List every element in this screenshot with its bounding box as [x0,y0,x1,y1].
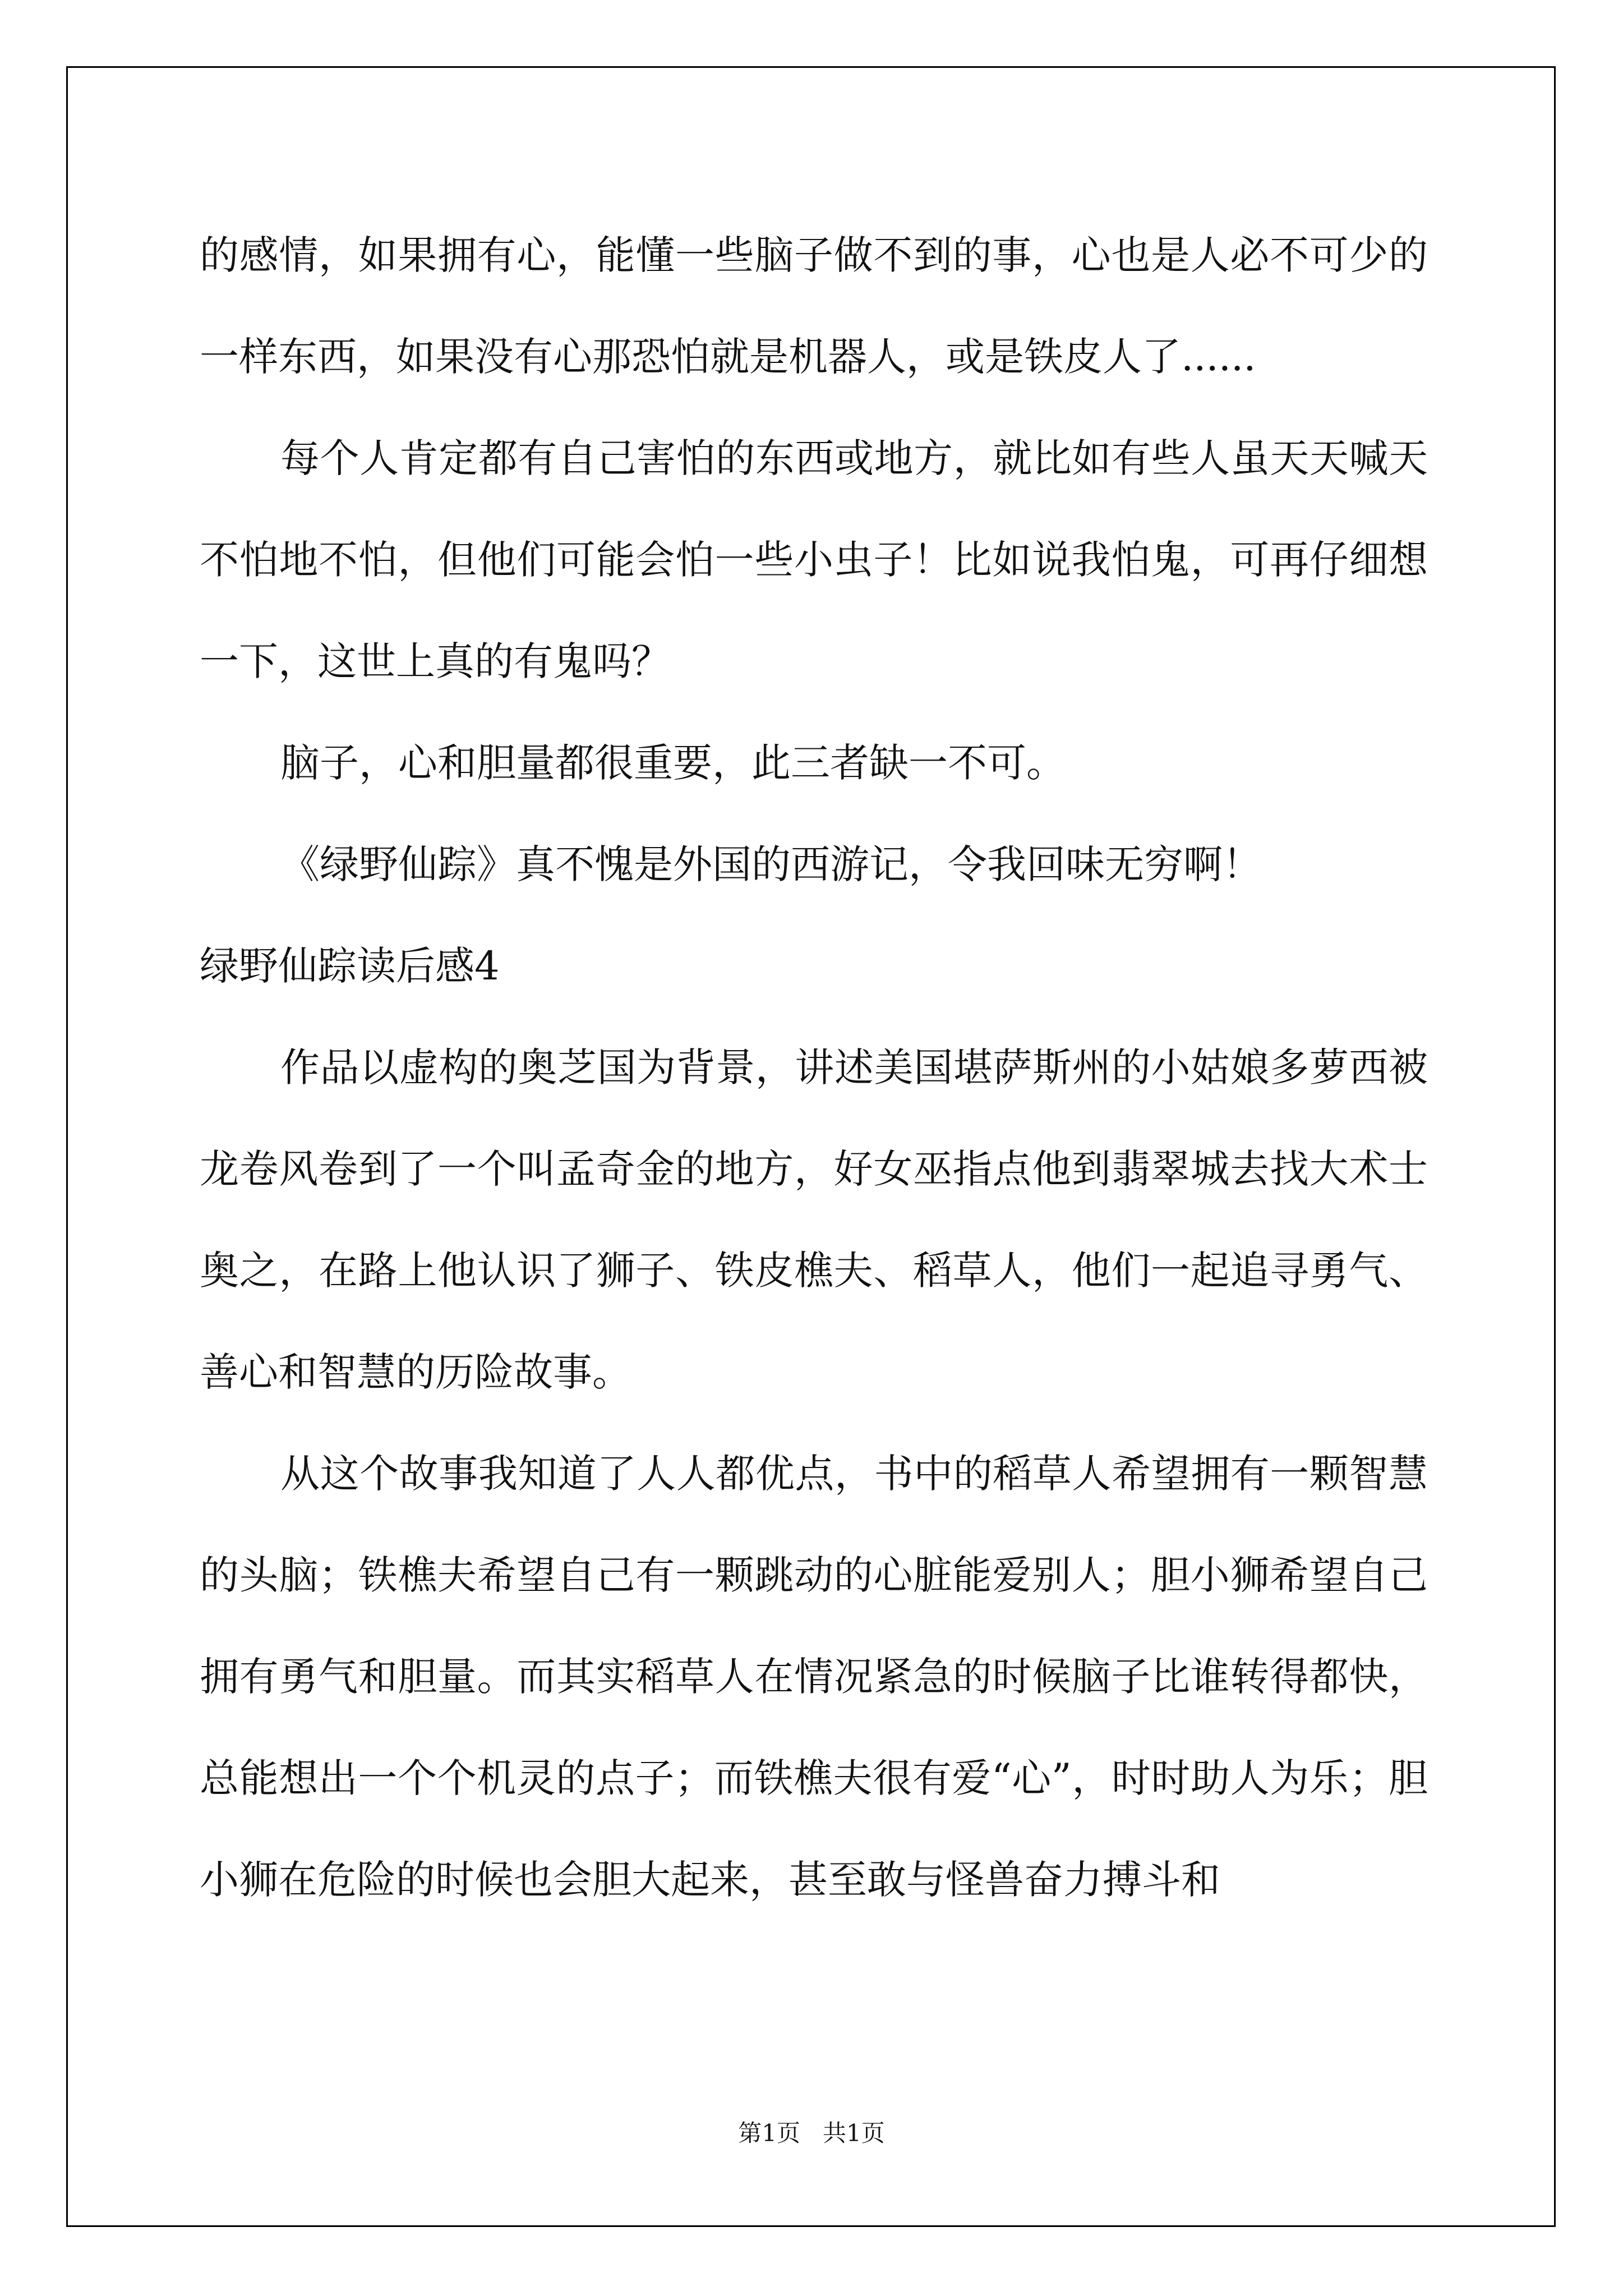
paragraph-4: 《绿野仙踪》真不愧是外国的西游记，令我回味无穷啊！ [280,841,1262,887]
page-total: 共1页 [823,2119,885,2147]
paragraph-3: 脑子，心和胆量都很重要，此三者缺一不可。 [280,740,1066,786]
paragraph-2: 每个人肯定都有自己害怕的东西或地方，就比如有些人虽天天喊天不怕地不怕，但他们可能会怕一些小虫子！比如说我怕鬼，可再仔细想一下，这世上真的有鬼吗？ [200,435,1428,684]
paragraph-5: 作品以虚构的奥芝国为背景，讲述美国堪萨斯州的小姑娘多萝西被龙卷风卷到了一个叫孟奇金的地方，好女巫指点他到翡翠城去找大术士奥之，在路上他认识了狮子、铁皮樵夫、稻草人，他们一起追寻勇气、善心和智慧的历险故事。 [200,1045,1428,1395]
paragraph-1: 的感情，如果拥有心，能懂一些脑子做不到的事，心也是人必不可少的一样东西，如果没有心那恐怕就是机器人，或是铁皮人了...... [200,232,1428,380]
document-body [200,205,1428,1931]
page-number: 第1页 [738,2119,800,2147]
page-footer [0,2115,1623,2148]
section-heading: 绿野仙踪读后感4 [200,943,500,989]
paragraph-6: 从这个故事我知道了人人都优点，书中的稻草人希望拥有一颗智慧的头脑；铁樵夫希望自己有一颗跳动的心脏能爱别人；胆小狮希望自己拥有勇气和胆量。而其实稻草人在情况紧急的时候脑子比谁转得都快，总能想出一个个机灵的点子；而铁樵夫很有爱“心”，时时助人为乐；胆小狮在危险的时候也会胆大起来，甚至敢与怪兽奋力搏斗和 [200,1451,1428,1903]
